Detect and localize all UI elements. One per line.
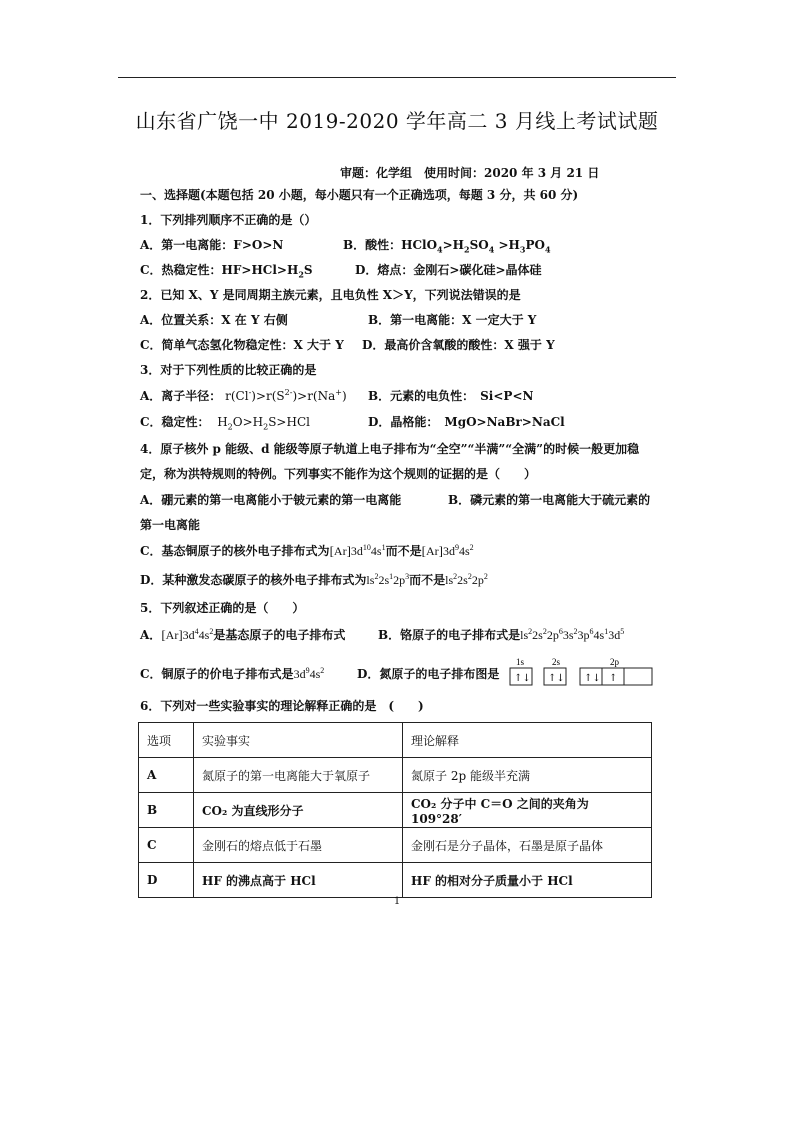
table-cell: 金刚石是分子晶体，石墨是原子晶体 xyxy=(403,828,652,863)
spin-pair-2p: ↑↓ xyxy=(584,673,601,684)
q5-stem: 5．下列叙述正确的是（ ） xyxy=(140,601,305,615)
table-row xyxy=(139,863,652,898)
q3-option-c: C．稳定性： $H_2O>H_2S>HCl$ xyxy=(140,415,310,432)
q3-option-a: A．离子半径： $r(Cl^-)>r(S^{2-})>r(Na^+)$ xyxy=(140,388,347,403)
q1-option-b: B．酸性：$HClO_4>H_2SO_4 >H_3PO_4$ xyxy=(343,238,551,255)
orbital-label-2p: 2p xyxy=(610,657,619,667)
spin-pair-1s: ↑↓ xyxy=(514,673,531,684)
q4-option-c: C．基态铜原子的核外电子排布式为$[Ar]3d^{10}4s^1$而不是$[Ar]3d^94s^2$ xyxy=(140,543,474,558)
table-header-row xyxy=(139,723,652,758)
q4-option-b-cont: 第一电离能 xyxy=(140,518,201,532)
q2-option-d: D．最高价含氧酸的酸性：X 强于 Y xyxy=(362,338,555,352)
table-row xyxy=(139,828,652,863)
table-cell: HF 的相对分子质量小于 HCl xyxy=(403,863,652,898)
table-cell: A xyxy=(139,758,194,793)
table-header-cell: 理论解释 xyxy=(403,723,652,758)
q1-option-c: C．热稳定性：$HF>HCl>H_2S$ xyxy=(140,263,313,280)
table-cell: CO₂ 为直线形分子 xyxy=(194,793,403,828)
q1-option-a: A．第一电离能：F>O>N xyxy=(140,238,284,252)
table-cell: 氮原子的第一电离能大于氧原子 xyxy=(194,758,403,793)
page-number: 1 xyxy=(393,896,401,907)
q2-option-c: C．简单气态氢化物稳定性：X 大于 Y xyxy=(140,338,344,352)
header-rule xyxy=(118,77,676,78)
q3-option-d: D．晶格能： MgO>NaBr>NaCl xyxy=(368,415,565,429)
table-header-cell: 实验事实 xyxy=(194,723,403,758)
q5-option-c: C．铜原子的价电子排布式是$3d^94s^2$ xyxy=(140,666,325,681)
table-header-cell: 选项 xyxy=(139,723,194,758)
q4-option-b: B．磷元素的第一电离能大于硫元素的 xyxy=(448,493,651,507)
orbital-label-1s: 1s xyxy=(516,657,525,667)
spin-pair-2s: ↑↓ xyxy=(548,673,565,684)
orbital-label-2s: 2s xyxy=(552,657,561,667)
table-cell: CO₂ 分子中 C＝O 之间的夹角为 109°28′ xyxy=(403,793,652,828)
q3-option-b: B．元素的电负性： Si<P<N xyxy=(368,389,534,403)
q4-option-d: D．某种激发态碳原子的核外电子排布式为$ls^22s^12p^3$而不是$ls^22s^22p^2$ xyxy=(140,572,488,587)
table-cell: 金刚石的熔点低于石墨 xyxy=(194,828,403,863)
q6-stem: 6．下列对一些实验事实的理论解释正确的是 ( ) xyxy=(140,699,424,713)
q1-stem: 1．下列排列顺序不正确的是（） xyxy=(140,213,317,227)
q5-option-a: A．$[Ar]3d^44s^2$是基态原子的电子排布式 xyxy=(140,627,346,642)
q2-option-a: A．位置关系：X 在 Y 右侧 xyxy=(140,313,288,327)
q1-option-d: D．熔点：金刚石>碳化硅>晶体硅 xyxy=(355,263,542,277)
q4-stem-line1: 4．原子核外 p 能级、d 能级等原子轨道上电子排布为“全空”“半满”“全满”的时候一般更加稳 xyxy=(140,442,640,456)
q4-stem-line2: 定，称为洪特规则的特例。下列事实不能作为这个规则的证据的是（ ） xyxy=(140,467,537,481)
page-title: 山东省广饶一中 2019-2020 学年高二 3 月线上考试试题 xyxy=(135,109,659,133)
table-cell: D xyxy=(139,863,194,898)
q5-option-b: B．铬原子的电子排布式是$ls^22s^22p^63s^23p^64s^13d^5$ xyxy=(378,627,625,642)
orbital-box-2p-3 xyxy=(624,668,652,685)
q4-option-a: A．硼元素的第一电离能小于铍元素的第一电离能 xyxy=(140,493,402,507)
q2-option-b: B．第一电离能：X 一定大于 Y xyxy=(368,313,537,327)
spin-up-2p: ↑ xyxy=(609,673,618,684)
q3-stem: 3．对于下列性质的比较正确的是 xyxy=(140,363,317,377)
q5-option-d: D．氮原子的电子排布图是 xyxy=(357,667,500,681)
section-heading: 一、选择题(本题包括 20 小题，每小题只有一个正确选项，每题 3 分，共 60 分) xyxy=(140,188,579,202)
q6-table xyxy=(138,722,652,898)
table-cell: HF 的沸点高于 HCl xyxy=(194,863,403,898)
nitrogen-orbital-diagram xyxy=(508,656,654,688)
table-cell: B xyxy=(139,793,194,828)
table-row xyxy=(139,758,652,793)
table-row xyxy=(139,793,652,828)
table-cell: 氮原子 2p 能级半充满 xyxy=(403,758,652,793)
table-cell: C xyxy=(139,828,194,863)
q2-stem: 2．已知 X、Y 是同周期主族元素，且电负性 X＞Y，下列说法错误的是 xyxy=(140,288,521,302)
exam-meta: 审题：化学组 使用时间：2020 年 3 月 21 日 xyxy=(340,166,600,180)
